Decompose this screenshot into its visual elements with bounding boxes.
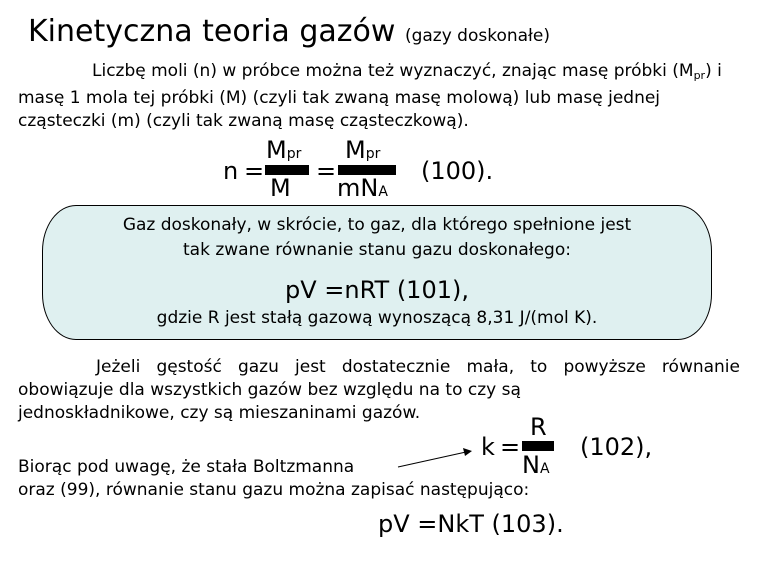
paragraph-boltzmann-line-1: Biorąc pod uwagę, że stała Boltzmanna [18,457,355,477]
paragraph-boltzmann [18,456,529,502]
eq102-numerator: R [530,413,547,441]
paragraph-boltzmann-line-2: oraz (99), równanie stanu gazu można zapisać następująco: [18,480,530,500]
eq100-equals-2: = [316,157,337,185]
paragraph-low-density-last: jednoskładnikowe, czy są mieszaninami gazów. [18,403,421,423]
eq102-label: (102), [580,433,653,461]
eq102-lhs: k [481,433,495,461]
eq100-numerator-1: Mpr [266,136,302,164]
equation-101: pV =nRT (101), [285,276,469,304]
eq100-equals-1: = [244,157,265,185]
paragraph-moles-text-b: ) i masę 1 mola tej próbki (M) (czyli tak zwaną masę molową) lub masę jednej cząsteczki (m) (czyli tak zwaną masę cząsteczkową). [18,61,722,131]
eq100-label: (100). [421,157,494,185]
eq100-denominator-1: M [270,174,291,202]
eq100-numerator-2: Mpr [345,136,381,164]
eq100-lhs: n [223,157,239,185]
box-line-2: tak zwane równanie stanu gazu doskonałego: [183,240,571,260]
eq102-denominator: NA [522,451,550,479]
title-subtitle: (gazy doskonałe) [404,26,550,46]
subscript-pr: pr [693,69,706,82]
equation-103: pV =NkT (103). [378,510,564,538]
eq102-equals: = [500,433,521,461]
box-line-1: Gaz doskonały, w skrócie, to gaz, dla którego spełnione jest [122,215,632,235]
paragraph-low-density-text: Jeżeli gęstość gazu jest dostatecznie mała, to powyższe równanie obowiązuje dla wszystkich gazów bez względu na to czy są [18,357,740,400]
eq100-denominator-2: mNA [337,174,388,202]
box-line-3: gdzie R jest stałą gazową wynoszącą 8,31 J/(mol K). [156,308,598,328]
title-main: Kinetyczna teoria gazów [28,14,396,49]
paragraph-moles-text-a: Liczbę moli (n) w próbce można też wyznaczyć, znając masę próbki (M [92,61,694,81]
